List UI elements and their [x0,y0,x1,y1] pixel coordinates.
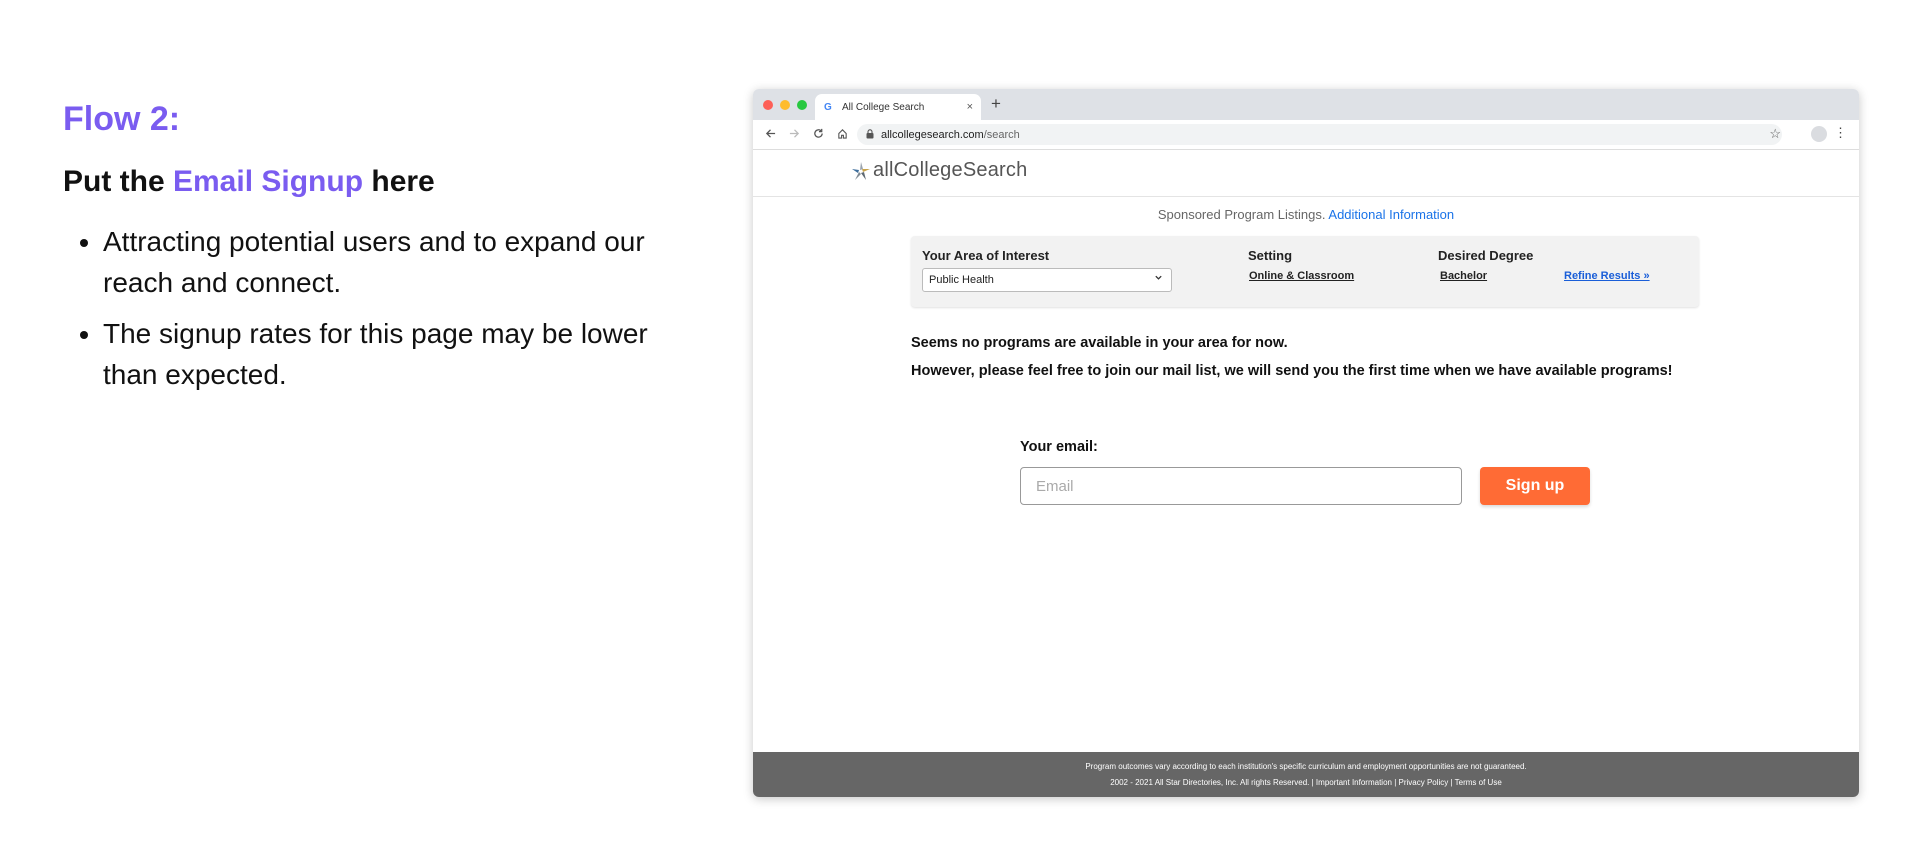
home-icon[interactable] [835,128,849,142]
message-line-1: Seems no programs are available in your area for now. [911,335,1288,351]
url-path: /search [983,128,1020,141]
no-programs-message [911,329,1672,385]
browser-tab[interactable] [815,94,981,120]
annotation-subhead [63,165,663,199]
area-of-interest-label: Your Area of Interest [922,248,1050,263]
window-controls [763,100,807,110]
minimize-window-icon[interactable] [780,100,790,110]
email-label: Your email: [1020,439,1098,455]
annotation-panel [63,100,663,405]
lock-icon [866,129,874,141]
footer-disclaimer: Program outcomes vary according to each institution's specific curriculum and employment opportunities are not guaranteed. [1085,762,1527,771]
site-header [753,150,1859,197]
setting-label: Setting [1248,248,1293,263]
star-icon[interactable]: ☆ [1769,126,1781,141]
email-input[interactable] [1020,467,1462,505]
back-arrow-icon[interactable] [763,128,777,142]
close-window-icon[interactable] [763,100,773,110]
address-bar [753,120,1859,150]
subhead-suffix: here [363,165,435,198]
avatar-icon[interactable] [1811,126,1827,142]
subhead-accent: Email Signup [173,165,364,198]
reload-icon[interactable] [811,128,825,142]
sponsored-text: Sponsored Program Listings. [1157,207,1326,222]
desired-degree-value-link[interactable]: Bachelor [1440,270,1488,282]
chevron-down-icon [1154,273,1163,285]
tab-title: All College Search [842,101,925,113]
annotation-bullets [63,221,663,395]
logo-star-icon [850,160,872,182]
sign-up-button[interactable]: Sign up [1480,467,1590,505]
sponsored-listings [753,207,1859,222]
logo-text: allCollegeSearch [873,159,1028,181]
filter-panel [911,236,1699,307]
area-of-interest-value: Public Health [929,274,994,286]
kebab-menu-icon[interactable]: ⋮ [1834,125,1847,140]
setting-value-link[interactable]: Online & Classroom [1249,270,1355,282]
flow-title: Flow 2: [63,100,181,138]
footer-copyright: 2002 - 2021 All Star Directories, Inc. All rights Reserved. | Important Information | Privacy Policy | Terms of Use [1110,778,1502,787]
close-tab-icon[interactable]: × [966,101,973,113]
bullet-item: • The signup rates for this page may be lower than expected. [103,313,663,395]
message-line-2: However, please feel free to join our mail list, we will send you the first time when we have available programs! [911,363,1673,379]
forward-arrow-icon[interactable] [787,128,801,142]
maximize-window-icon[interactable] [797,100,807,110]
browser-window [753,89,1859,797]
site-footer [753,752,1859,797]
additional-information-link[interactable]: Additional Information [1328,207,1455,222]
url-host: allcollegesearch.com [881,128,984,141]
tab-bar [753,89,1859,120]
site-logo[interactable] [850,159,1027,182]
area-of-interest-select[interactable] [922,268,1172,292]
new-tab-button[interactable]: + [991,94,1001,113]
bullet-item: • Attracting potential users and to expand our reach and connect. [103,221,663,303]
subhead-prefix: Put the [63,165,173,198]
desired-degree-label: Desired Degree [1438,248,1534,263]
url-field[interactable] [857,124,1782,145]
refine-results-link[interactable]: Refine Results » [1564,270,1650,282]
favicon-icon: G [824,101,832,113]
